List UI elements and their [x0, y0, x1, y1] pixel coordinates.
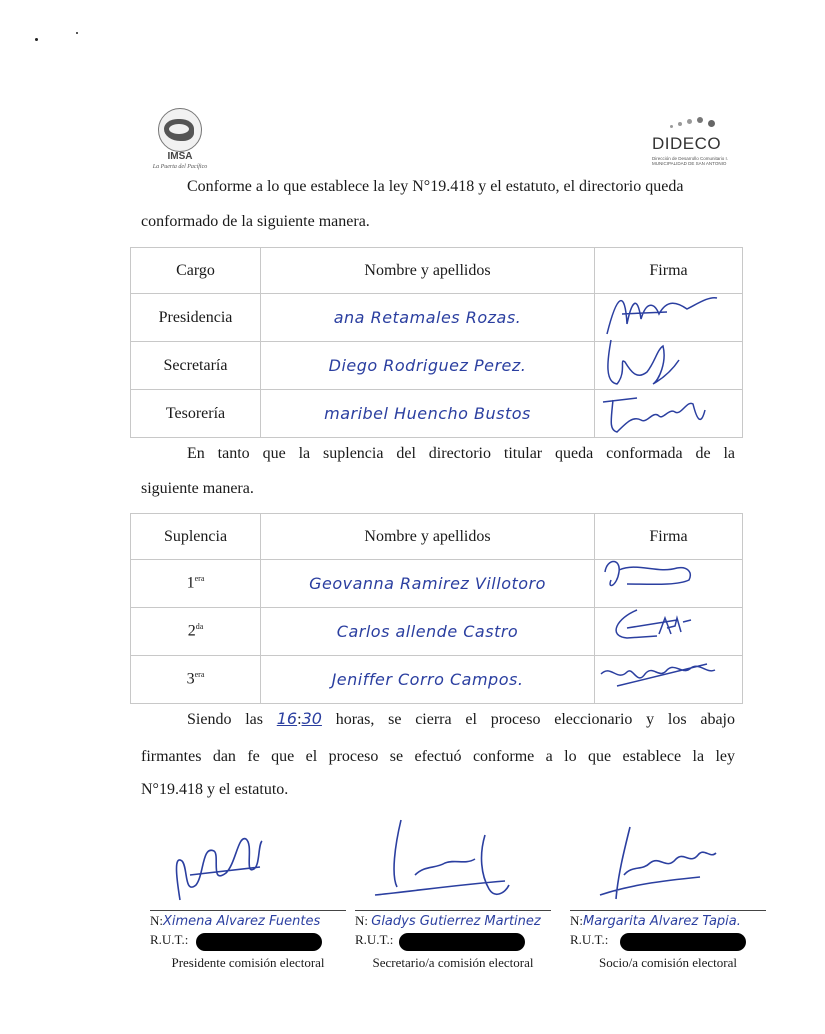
signature-cell	[595, 390, 743, 438]
signatory-rut-label: R.U.T.:	[570, 932, 609, 947]
closing-line-2: firmantes dan fe que el proceso se efectuó conforme a lo que establece la ley	[141, 748, 735, 765]
intro-paragraph	[141, 171, 735, 237]
header-firma: Firma	[595, 514, 743, 560]
scan-speck	[76, 32, 78, 34]
redaction-bar	[399, 933, 525, 951]
intro-line-2: conformado de la siguiente manera.	[141, 213, 370, 230]
signatory-role: Socio/a comisión electoral	[599, 955, 737, 970]
suplencia-intro-end	[141, 473, 735, 504]
dideco-logo	[650, 116, 740, 170]
suplencia-number: $1^{era}$	[131, 560, 261, 608]
handwritten-name: maribel Huencho Bustos	[261, 390, 595, 438]
signatory-role: Presidente comisión electoral	[171, 955, 325, 970]
header-suplencia: Suplencia	[131, 514, 261, 560]
intro-line-1: Conforme a lo que establece la ley N°19.418 y el estatuto, el directorio queda	[187, 178, 684, 195]
cargo-cell: Tesorería	[131, 390, 261, 438]
suplencia-line-2: siguiente manera.	[141, 480, 254, 497]
signature-line	[570, 910, 766, 911]
dideco-dots-icon	[668, 116, 718, 130]
header-nombre: Nombre y apellidos	[261, 248, 595, 294]
signature-line	[355, 910, 551, 911]
handwritten-name: ana Retamales Rozas.	[261, 294, 595, 342]
signature-scribble-icon	[597, 646, 727, 696]
imsa-seal-icon	[158, 108, 202, 152]
header-firma: Firma	[595, 248, 743, 294]
handwritten-name: Carlos allende Castro	[261, 608, 595, 656]
suplencia-number: $2^{da}$	[131, 608, 261, 656]
imsa-logo-tagline: La Puerta del Pacífico	[152, 164, 208, 170]
cargo-cell: Presidencia	[131, 294, 261, 342]
table-row	[131, 656, 743, 704]
dideco-logo-name: DIDECO	[652, 134, 722, 153]
signature-scribble-icon	[597, 380, 727, 440]
handwritten-name: Geovanna Ramirez Villotoro	[261, 560, 595, 608]
closing-rest: horas, se cierra el proceso eleccionario y los abajo	[335, 711, 735, 728]
suplencia-number: $3^{era}$	[131, 656, 261, 704]
imsa-logo-name: IMSA	[167, 151, 193, 162]
handwritten-name: Jeniffer Corro Campos.	[261, 656, 595, 704]
closing-time-separator: :	[297, 711, 302, 728]
redaction-bar	[196, 933, 322, 951]
suplencia-line-1: En tanto que la suplencia del directorio titular queda conformada de la	[187, 445, 735, 462]
directorio-table	[130, 247, 743, 438]
suplencia-intro	[141, 438, 735, 469]
scan-speck	[35, 38, 38, 41]
signature-scribble-icon	[597, 598, 727, 648]
signatory-name: N:Ximena Alvarez Fuentes	[150, 913, 321, 929]
closing-hour: 16	[276, 709, 298, 728]
signatory-rut-label: R.U.T.:	[150, 932, 189, 947]
signatory-name: N:Margarita Alvarez Tapia.	[570, 913, 741, 929]
signature-scribble-icon	[150, 815, 350, 910]
dideco-logo-subtitle: Dirección de Desarrollo Comunitario I. MUNICIPALIDAD DE SAN ANTONIO	[652, 156, 729, 166]
signatory-block	[570, 815, 770, 975]
signatory-name: N: Gladys Gutierrez Martinez	[355, 913, 541, 929]
header-nombre: Nombre y apellidos	[261, 514, 595, 560]
closing-minutes: 30	[301, 709, 322, 728]
signature-scribble-icon	[355, 815, 555, 910]
signatory-role: Secretario/a comisión electoral	[372, 955, 534, 970]
signatory-block	[355, 815, 555, 975]
signatory-block	[150, 815, 350, 975]
closing-line-3: N°19.418 y el estatuto.	[141, 781, 289, 798]
closing-prefix: Siendo las	[187, 711, 263, 728]
handwritten-name: Diego Rodriguez Perez.	[261, 342, 595, 390]
signatory-rut-label: R.U.T.:	[355, 932, 394, 947]
closing-line-1	[141, 703, 735, 735]
signature-line	[150, 910, 346, 911]
signature-cell	[595, 656, 743, 704]
signature-scribble-icon	[570, 815, 770, 910]
redaction-bar	[620, 933, 746, 951]
signature-scribble-icon	[597, 550, 727, 600]
header-cargo: Cargo	[131, 248, 261, 294]
imsa-logo	[145, 108, 215, 176]
suplencia-table	[130, 513, 743, 704]
cargo-cell: Secretaría	[131, 342, 261, 390]
table-row	[131, 390, 743, 438]
